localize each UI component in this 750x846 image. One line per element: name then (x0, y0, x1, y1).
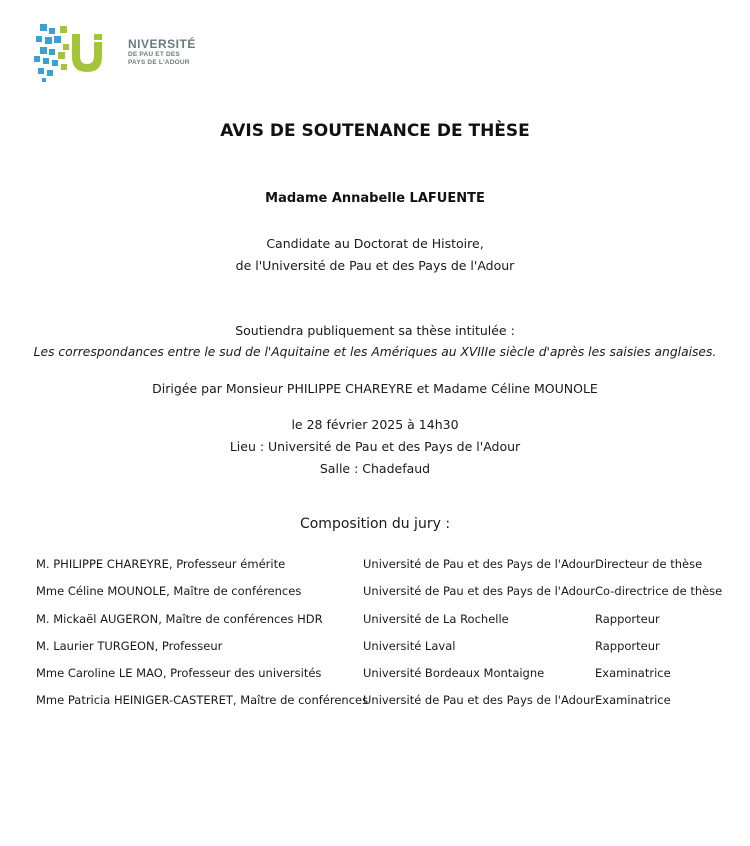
logo-wordmark (128, 38, 196, 67)
jury-member-role: Directeur de thèse (595, 557, 703, 571)
jury-table (36, 557, 726, 721)
candidacy-line-1: Candidate au Doctorat de Histoire, (266, 236, 484, 251)
jury-member-institution: Université Laval (363, 638, 456, 653)
page-title: AVIS DE SOUTENANCE DE THÈSE (220, 121, 530, 141)
thesis-direction: Dirigée par Monsieur PHILIPPE CHAREYRE et Madame Céline MOUNOLE (152, 381, 598, 396)
logo-line-2: DE PAU ET DES (128, 51, 180, 58)
jury-row (36, 557, 726, 584)
defense-place: Lieu : Université de Pau et des Pays de l'Adour (229, 439, 521, 454)
jury-member-name: Mme Patricia HEINIGER-CASTERET, Maître de conférences (36, 693, 369, 708)
defense-room: Salle : Chadefaud (319, 461, 431, 476)
jury-member-institution: Université de La Rochelle (363, 611, 509, 626)
jury-member-role: Examinatrice (595, 693, 671, 708)
logo-line-3: PAYS DE L'ADOUR (128, 59, 190, 66)
logo-line-1: NIVERSITÉ (128, 37, 196, 51)
jury-row (36, 666, 726, 693)
university-logo-icon (34, 22, 126, 82)
jury-row (36, 639, 726, 666)
thesis-intro: Soutiendra publiquement sa thèse intitulée : (235, 323, 515, 338)
jury-member-role: Rapporteur (595, 638, 660, 653)
jury-row (36, 584, 726, 611)
jury-member-name: Mme Caroline LE MAO, Professeur des universités (36, 666, 322, 681)
jury-row (36, 693, 726, 720)
jury-member-name: Mme Céline MOUNOLE, Maître de conférences (36, 584, 302, 599)
defense-date: le 28 février 2025 à 14h30 (291, 417, 459, 432)
thesis-title: Les correspondances entre le sud de l'Aquitaine et les Amériques au XVIIIe siècle d'après les saisies anglaises. (33, 345, 717, 359)
jury-row (36, 612, 726, 639)
jury-member-institution: Université de Pau et des Pays de l'Adour (363, 557, 595, 571)
jury-member-institution: Université de Pau et des Pays de l'Adour (363, 693, 595, 708)
jury-member-role: Examinatrice (595, 666, 671, 681)
jury-heading: Composition du jury : (299, 516, 451, 532)
candidacy-line-2: de l'Université de Pau et des Pays de l'Adour (235, 258, 515, 273)
jury-member-institution: Université de Pau et des Pays de l'Adour (363, 584, 595, 599)
candidate-name: Madame Annabelle LAFUENTE (265, 191, 485, 206)
jury-member-role: Co-directrice de thèse (595, 584, 723, 599)
jury-member-role: Rapporteur (595, 611, 660, 626)
jury-member-institution: Université Bordeaux Montaigne (363, 666, 545, 681)
jury-member-name: M. Mickaël AUGERON, Maître de conférences HDR (36, 611, 323, 626)
university-logo (34, 22, 204, 82)
jury-member-name: M. Laurier TURGEON, Professeur (36, 638, 223, 653)
jury-member-name: M. PHILIPPE CHAREYRE, Professeur émérite (36, 557, 286, 571)
